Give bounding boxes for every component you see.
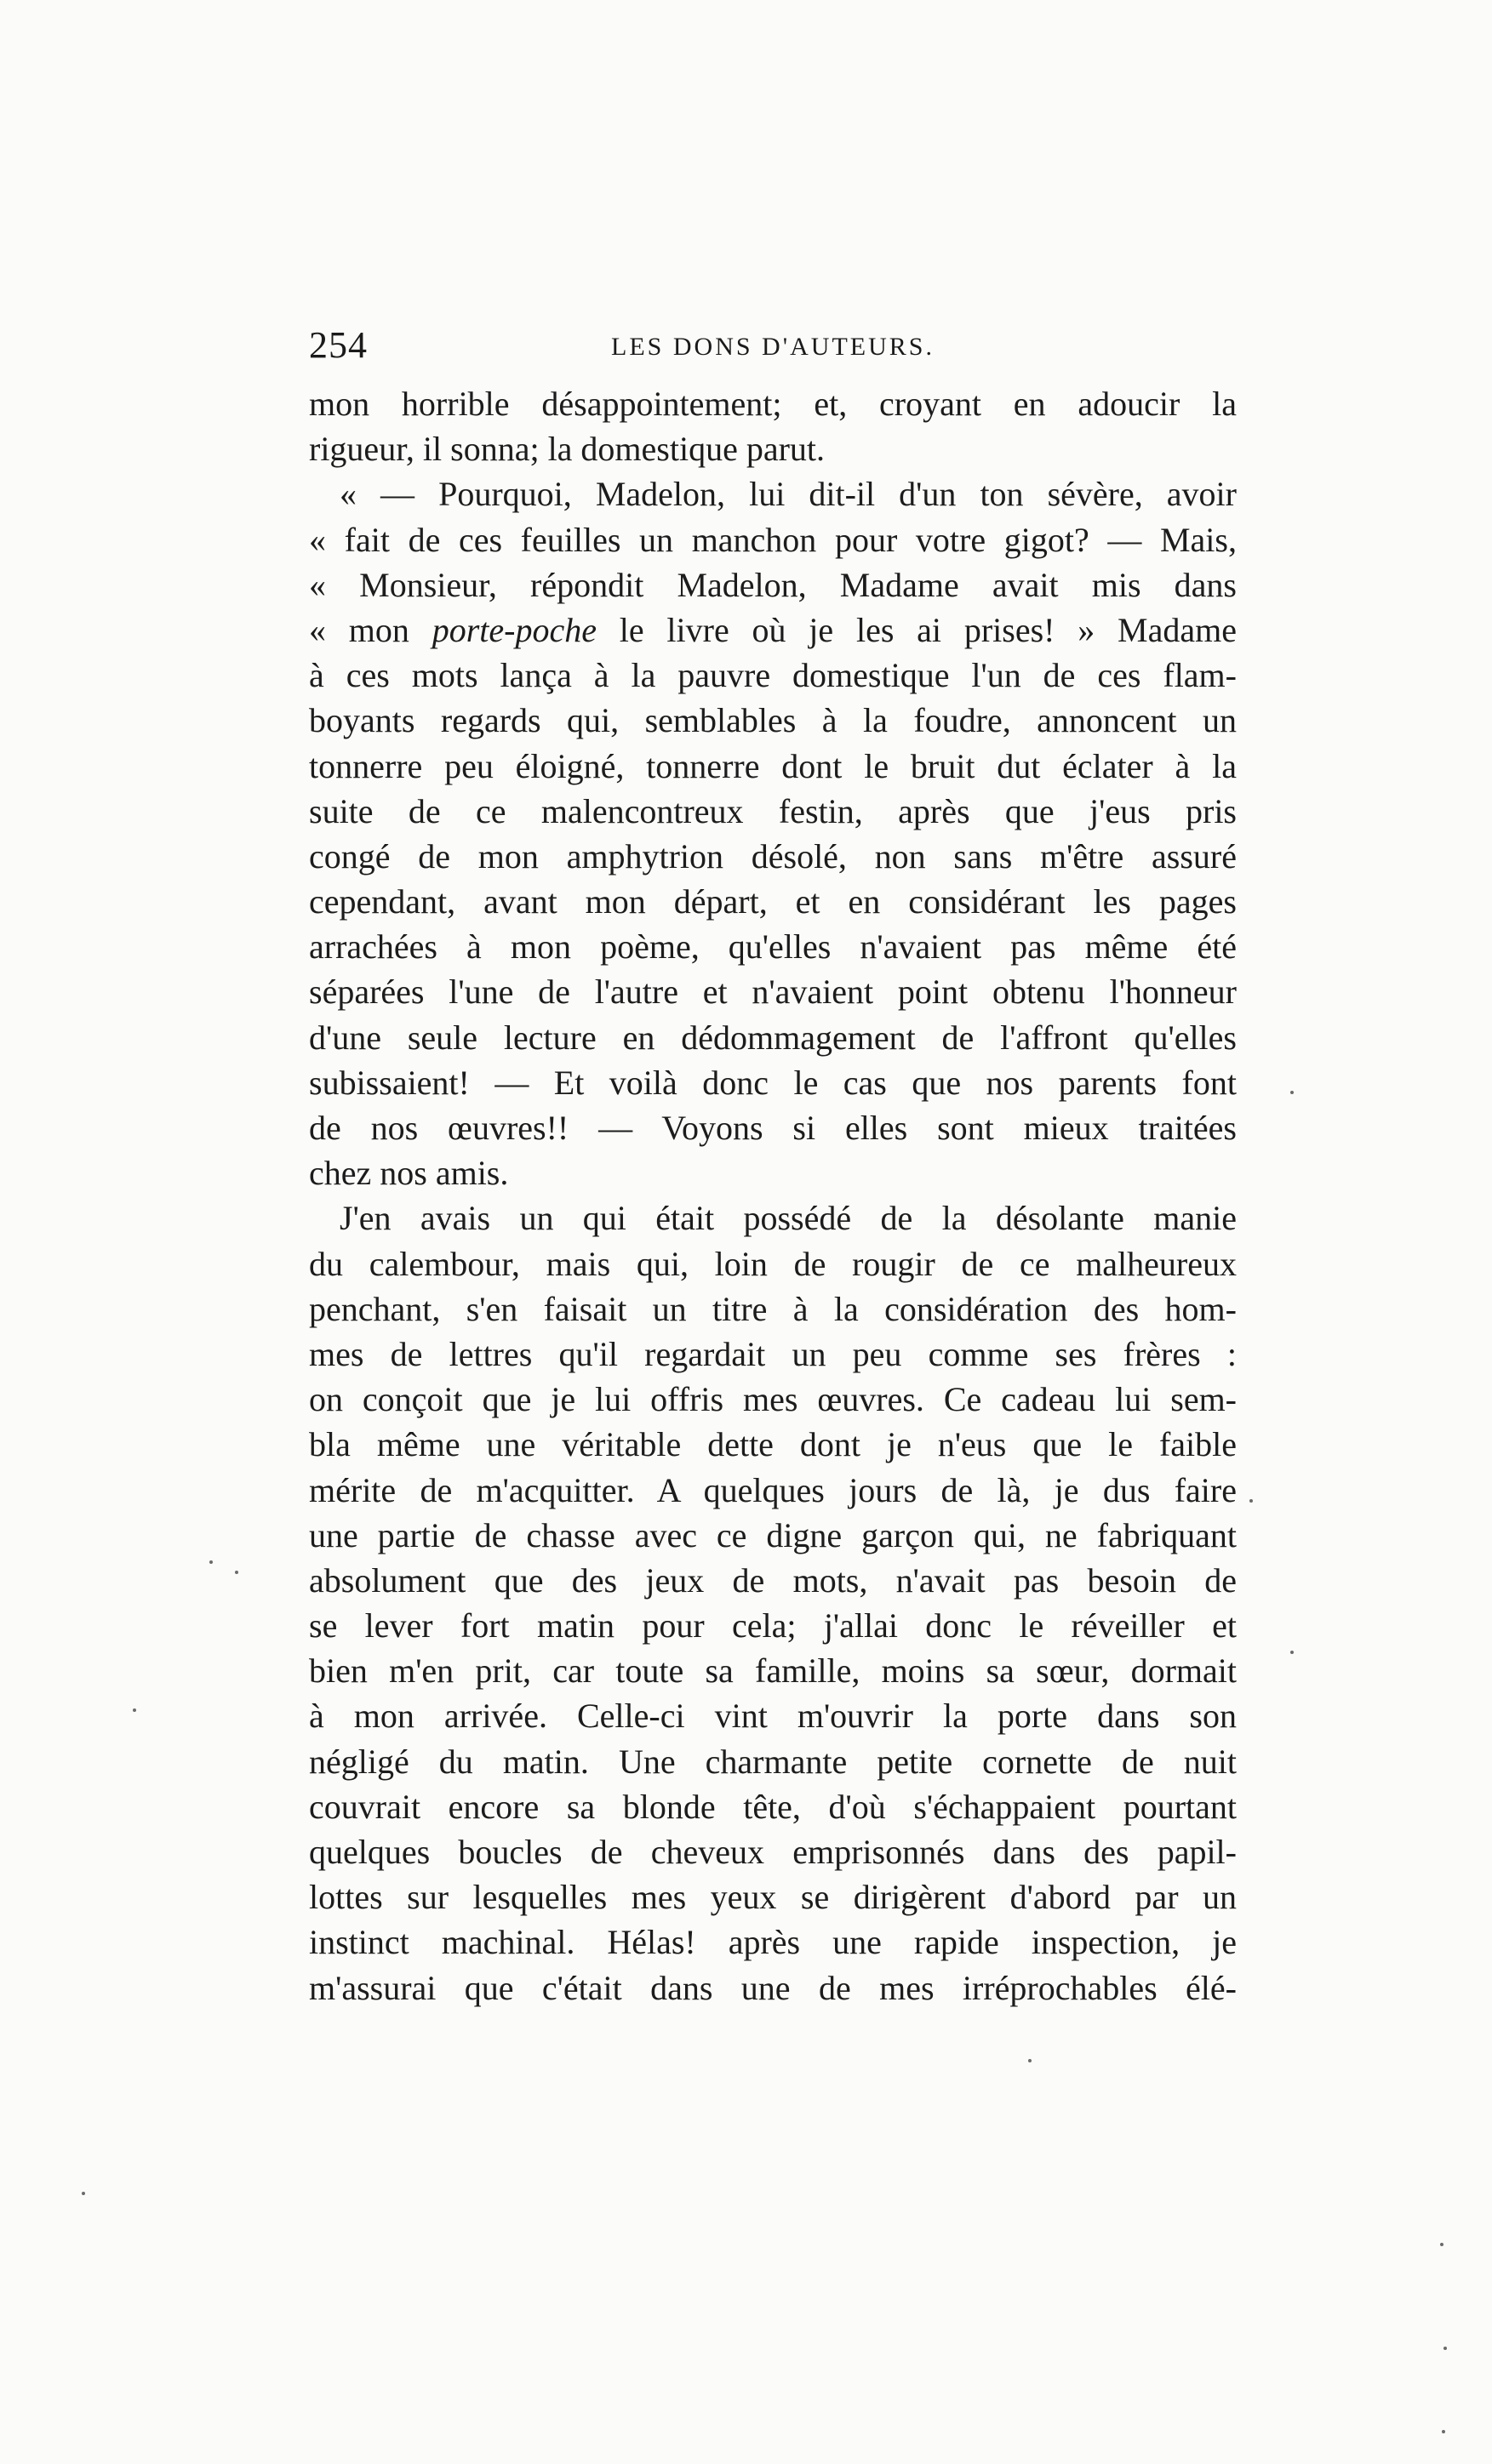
text-line: mérite de m'acquitter. A quelques jours de là, je dus faire (309, 1470, 1237, 1509)
text-line: couvrait encore sa blonde tête, d'où s'échappaient pourtant (309, 1787, 1237, 1826)
paper-speck (82, 2192, 85, 2195)
text-line: absolument que des jeux de mots, n'avait pas besoin de (309, 1560, 1237, 1600)
text-line: chez nos amis. (309, 1154, 509, 1193)
text-line: quelques boucles de cheveux emprisonnés dans des papil- (309, 1833, 1237, 1871)
paper-speck (1028, 2059, 1032, 2062)
text-line: séparées l'une de l'autre et n'avaient point obtenu l'honneur (309, 972, 1237, 1012)
paper-speck (1290, 1651, 1294, 1654)
text-line: à mon arrivée. Celle-ci vint m'ouvrir la porte dans son (309, 1697, 1237, 1736)
text-line: suite de ce malencontreux festin, après que j'eus pris (309, 791, 1237, 830)
text-line: « Monsieur, répondit Madelon, Madame avait mis dans (309, 565, 1237, 604)
paper-speck (133, 1708, 136, 1712)
paper-speck (1290, 1091, 1294, 1094)
page-number: 254 (309, 324, 368, 366)
text-line: bien m'en prit, car toute sa famille, moins sa sœur, dormait (309, 1651, 1237, 1691)
text-line: J'en avais un qui était possédé de la désolante manie (340, 1199, 1237, 1238)
text-line: lottes sur lesquelles mes yeux se dirigèrent d'abord par un (309, 1878, 1237, 1917)
italic-term: porte-poche (432, 610, 597, 649)
text-line: cependant, avant mon départ, et en considérant les pages (309, 882, 1237, 921)
paper-speck (1440, 2243, 1443, 2246)
text-line: congé de mon amphytrion désolé, non sans m'être assuré (309, 836, 1237, 876)
text-line: tonnerre peu éloigné, tonnerre dont le bruit dut éclater à la (309, 746, 1237, 785)
text-line: négligé du matin. Une charmante petite cornette de nuit (309, 1742, 1237, 1781)
paper-speck (1249, 1499, 1253, 1503)
text-line: penchant, s'en faisait un titre à la considération des hom- (309, 1289, 1237, 1328)
text-line: on conçoit que je lui offris mes œuvres. Ce cadeau lui sem- (309, 1380, 1237, 1419)
text-line: m'assurai que c'était dans une de mes irréprochables élé- (309, 1968, 1237, 2007)
text-line: mon horrible désappointement; et, croyant en adoucir la (309, 385, 1237, 423)
text-line: du calembour, mais qui, loin de rougir de ce malheureux (309, 1244, 1237, 1283)
text-line: boyants regards qui, semblables à la foudre, annoncent un (309, 701, 1237, 740)
text-line: « fait de ces feuilles un manchon pour votre gigot? — Mais, (309, 520, 1237, 559)
text-line: d'une seule lecture en dédommagement de l'affront qu'elles (309, 1018, 1237, 1057)
text-line-with-italic (309, 607, 1237, 653)
text-segment: « mon (309, 610, 409, 649)
text-line: rigueur, il sonna; la domestique parut. (309, 430, 826, 469)
text-line: « — Pourquoi, Madelon, lui dit-il d'un ton sévère, avoir (340, 475, 1237, 514)
text-line: à ces mots lança à la pauvre domestique l'un de ces flam- (309, 656, 1237, 695)
running-head: LES DONS D'AUTEURS. (611, 333, 935, 361)
text-line: une partie de chasse avec ce digne garçon qui, ne fabriquant (309, 1515, 1237, 1554)
text-line: bla même une véritable dette dont je n'eus que le faible (309, 1425, 1237, 1464)
text-line: arrachées à mon poème, qu'elles n'avaient pas même été (309, 927, 1237, 967)
paper-speck (1443, 2347, 1447, 2350)
text-line: mes de lettres qu'il regardait un peu comme ses frères : (309, 1334, 1237, 1373)
page-header (309, 320, 1237, 371)
paper-speck (235, 1571, 238, 1574)
text-line: subissaient! — Et voilà donc le cas que nos parents font (309, 1063, 1237, 1102)
text-segment: le livre où je les ai prises! » Madame (619, 610, 1237, 649)
paper-speck (209, 1560, 213, 1564)
paper-speck (1442, 2430, 1445, 2433)
text-line: se lever fort matin pour cela; j'allai donc le réveiller et (309, 1606, 1237, 1646)
text-line: de nos œuvres!! — Voyons si elles sont mieux traitées (309, 1109, 1237, 1147)
text-line: instinct machinal. Hélas! après une rapide inspection, je (309, 1923, 1237, 1962)
body-text (309, 381, 1237, 2011)
